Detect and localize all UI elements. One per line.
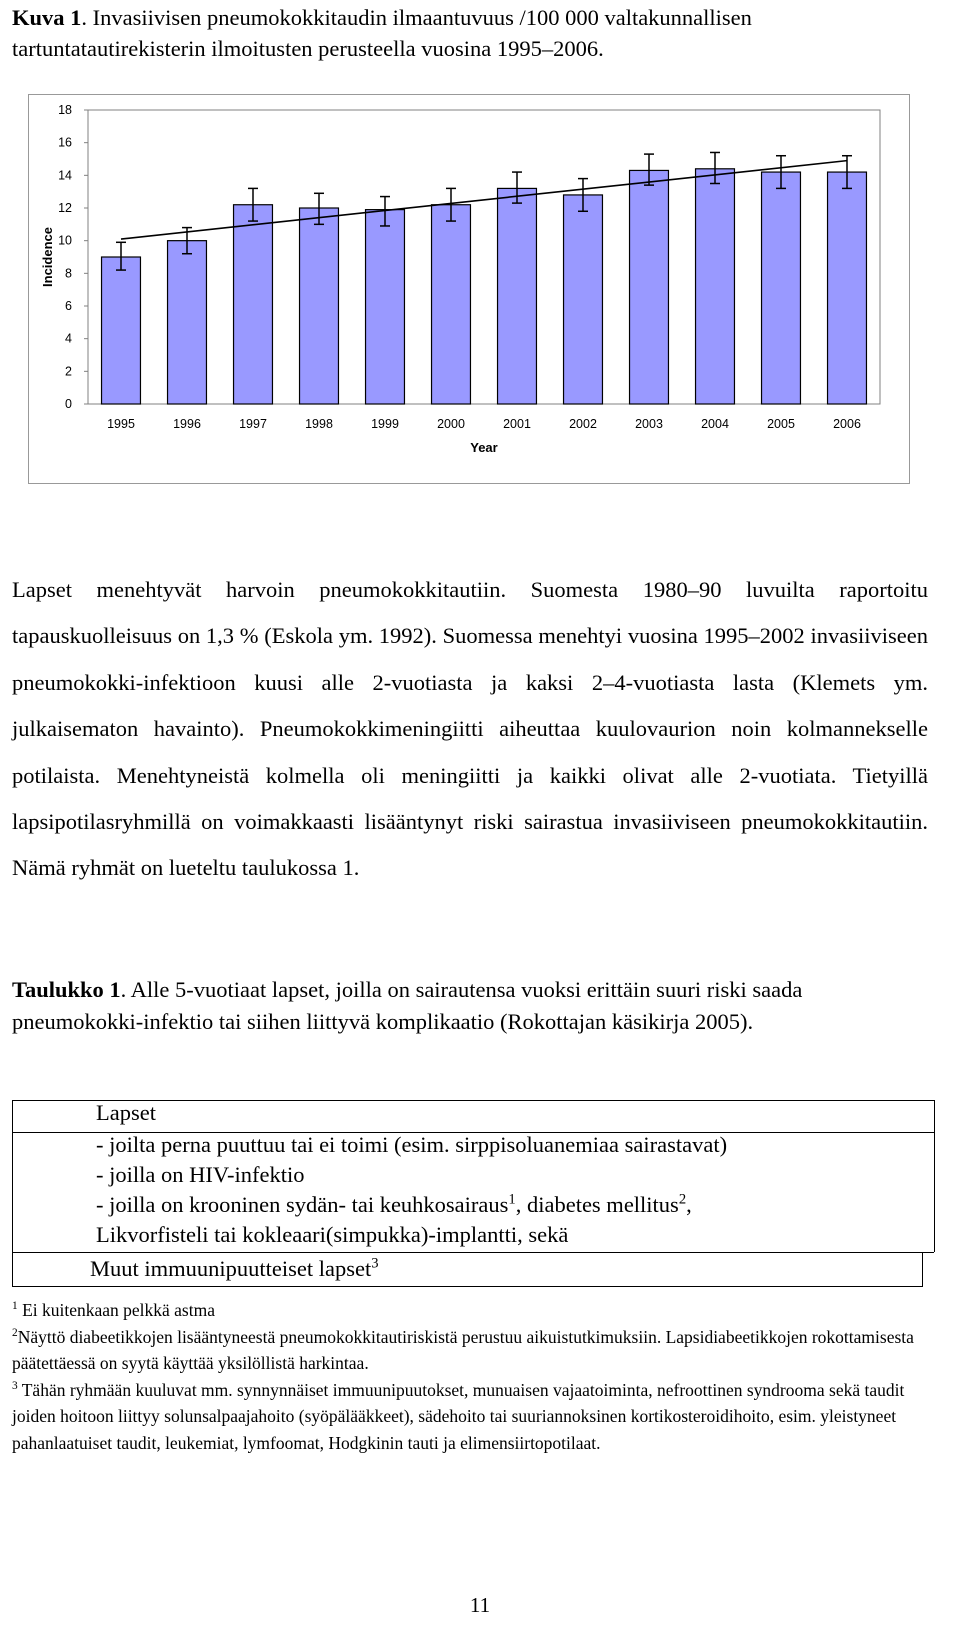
footnote-2 [12, 1324, 928, 1377]
bar [762, 172, 801, 404]
table-border-left [12, 1100, 13, 1287]
bar [696, 169, 735, 404]
group-row-spleen: - joilta perna puuttuu tai ei toimi (esim. sirppisoluanemiaa sairastavat) [96, 1132, 728, 1157]
group-row-chronic [96, 1190, 692, 1220]
footnote-1 [12, 1297, 928, 1324]
y-tick-label: 12 [58, 201, 72, 215]
x-tick-label: 1998 [305, 417, 333, 431]
footnote-3 [12, 1377, 928, 1457]
footnote-1-text: Ei kuitenkaan pelkkä astma [17, 1300, 215, 1320]
x-tick-label: 1996 [173, 417, 201, 431]
table-caption-text: . Alle 5-vuotiaat lapset, joilla on sairautensa vuoksi erittäin suuri riski saada pneumokokki-infektio tai siihen liittyvä komplikaatio (Rokottajan käsikirja 2005). [12, 977, 803, 1034]
y-tick-label: 10 [58, 233, 72, 248]
x-tick-label: 2005 [767, 417, 795, 431]
risk-groups-table [12, 1100, 958, 1292]
group-row-chronic-text: - joilla on krooninen sydän- tai keuhkosairaus [96, 1192, 509, 1217]
x-tick-label: 2000 [437, 417, 465, 431]
x-tick-label: 2002 [569, 417, 597, 431]
y-tick-label: 14 [58, 168, 72, 183]
table-label: Taulukko 1 [12, 977, 121, 1002]
bar [828, 172, 867, 404]
trend-line [121, 161, 847, 239]
footnote-1-number: 1 [12, 1300, 18, 1313]
y-tick-label: 18 [58, 103, 72, 117]
x-tick-label: 1997 [239, 417, 267, 431]
body-paragraph: Lapset menehtyvät harvoin pneumokokkitautiin. Suomesta 1980–90 luvuilta raportoitu tapauskuolleisuus on 1,3 % (Eskola ym. 1992). Suomessa menehtyi vuosina 1995–2002 invasiiviseen pneumokokki-infektioon kuusi alle 2-vuotiasta ja kaksi 2–4-vuotiasta lasta (Klemets ym. julkaisematon havainto). Pneumokokkimeningiitti aiheuttaa kuulovaurion noin kolmannekselle potilaista. Menehtyneistä kolmella oli meningiitti ja kaikki olivat alle 2-vuotiata. Tietyillä lapsipotilasryhmillä on voimakkaasti lisääntynyt riski sairastua invasiiviseen pneumokokkitautiin. Nämä ryhmät on lueteltu taulukossa 1. [12, 577, 928, 881]
table-border-row2 [12, 1252, 934, 1253]
x-tick-label: 2004 [701, 417, 729, 431]
bar [102, 257, 141, 404]
group-row-immunodeficient-text: Muut immuunipuutteiset lapset [90, 1256, 372, 1281]
group-row-chronic-diabetes: , diabetes mellitus [515, 1192, 679, 1217]
y-tick-label: 2 [65, 364, 72, 379]
incidence-bar-chart [28, 94, 910, 484]
table-border-bottom [12, 1286, 922, 1287]
footnote-2-text: Näyttö diabeetikkojen lisääntyneestä pneumokokkitautiriskistä perustuu aikuistutkimuksiin. Lapsidiabeetikkojen rokottamisesta päätettäessä on syytä käyttää yksilöllistä harkintaa. [12, 1326, 914, 1373]
y-tick-label: 8 [65, 266, 72, 281]
y-tick-label: 16 [58, 135, 72, 150]
bar [564, 195, 603, 404]
bar [234, 205, 273, 404]
x-tick-label: 1995 [107, 417, 135, 431]
bar [168, 241, 207, 404]
x-axis-label: Year [470, 440, 498, 455]
group-row-immunodeficient [90, 1254, 379, 1284]
table-border-right [934, 1100, 935, 1252]
footnote-ref-1: 1 [508, 1191, 516, 1208]
x-tick-label: 2003 [635, 417, 663, 431]
footnote-2-number: 2 [12, 1326, 18, 1339]
x-tick-label: 1999 [371, 417, 399, 431]
group-row-csf-leak: Likvorfisteli tai kokleaari(simpukka)-implantti, sekä [96, 1222, 569, 1247]
x-tick-label: 2006 [833, 417, 861, 431]
figure-caption [12, 2, 932, 64]
x-tick-label: 2001 [503, 417, 531, 431]
group-row-hiv: - joilla on HIV-infektio [96, 1162, 305, 1187]
footnote-ref-3: 3 [371, 1255, 379, 1272]
figure-label: Kuva 1 [12, 5, 82, 30]
group-row-chronic-comma: , [686, 1192, 692, 1217]
table-caption [12, 974, 928, 1038]
footnote-ref-2: 2 [678, 1191, 687, 1208]
y-tick-label: 4 [65, 331, 72, 346]
footnote-3-text: Tähän ryhmään kuuluvat mm. synnynnäiset immuunipuutokset, munuaisen vajaatoiminta, nefroottinen syndrooma sekä taudit joiden hoitoon liittyy solunsalpaajahoito (syöpälääkkeet), sädehoito tai suuriannoksinen kortikosteroidihoito, esim. yleistyneet pahanlaatuiset taudit, leukemiat, lymfoomat, Hodgkinin tauti ja elimensiirtopotilaat. [12, 1379, 905, 1453]
figure-caption-text: . Invasiivisen pneumokokkitaudin ilmaantuvuus /100 000 valtakunnallisen tartuntatautirekisterin ilmoitusten perusteella vuosina 1995–2006. [12, 5, 752, 61]
bar [366, 210, 405, 404]
y-tick-label: 6 [65, 299, 72, 313]
table-border-right-lower [922, 1252, 923, 1287]
bar [432, 205, 471, 404]
footnotes [12, 1297, 928, 1456]
footnote-3-number: 3 [12, 1379, 18, 1392]
group-heading: Lapset [96, 1100, 156, 1125]
page-number: 11 [469, 1593, 491, 1617]
y-axis-label: Incidence [40, 227, 55, 287]
bar [300, 208, 339, 404]
y-tick-label: 0 [65, 397, 72, 411]
bar [630, 170, 669, 404]
bar [498, 188, 537, 404]
